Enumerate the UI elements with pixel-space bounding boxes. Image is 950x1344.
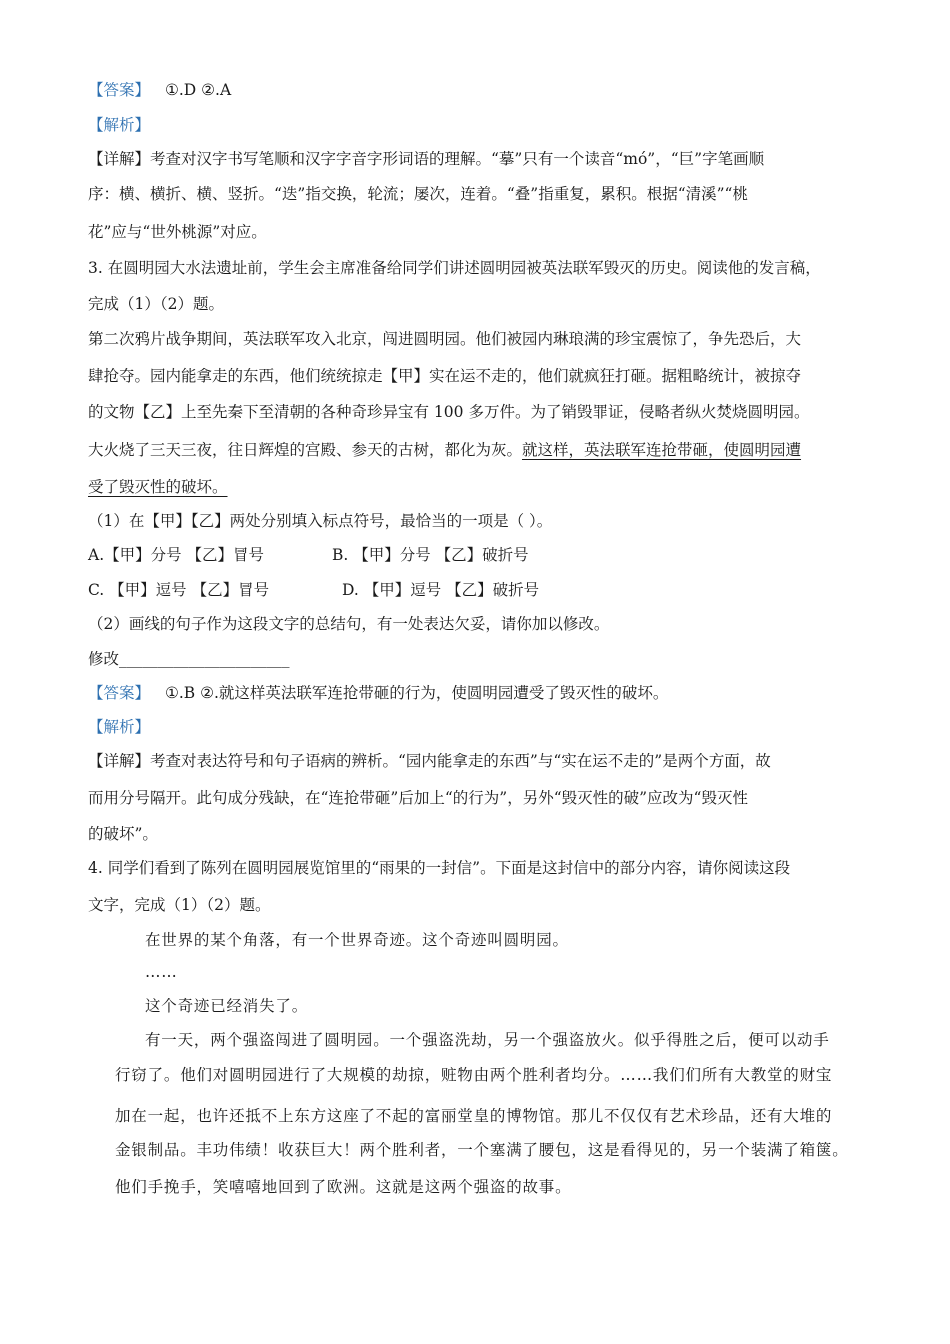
detail-line: 花”应与“世外桃源”对应。 [88,223,267,241]
q3-answer-line [88,683,668,703]
passage-line: 的文物【乙】上至先秦下至清朝的各种奇珍异宝有 100 多万件。为了销毁罪证，侵略者纵火焚烧圆明园。 [88,403,810,421]
letter-line: 行窃了。他们对圆明园进行了大规模的劫掠，赃物由两个胜利者均分。……我们们所有大教堂的财宝 [115,1066,833,1084]
analysis-tag: 【解析】 [88,718,151,736]
passage-line: 肆抢夺。园内能拿走的东西，他们统统掠走【甲】实在运不走的，他们就疯狂打砸。据粗略统计，被掠夺 [88,367,802,385]
answer-blank: ______________________ [119,650,290,668]
passage-text: 大火烧了三天三夜，往日辉煌的宫殿、参天的古树，都化为灰。 [88,441,523,459]
detail-line: 序：横、横折、横、竖折。“迭”指交换，轮流；屡次，连着。“叠”指重复，累积。根据“清溪”“桃 [88,185,748,203]
letter-line: 这个奇迹已经消失了。 [145,997,309,1015]
option-c: C. 【甲】逗号 【乙】冒号 [88,581,270,599]
sub-question-1: （1）在【甲】【乙】两处分别填入标点符号，最恰当的一项是（ ）。 [88,512,553,530]
passage-line [88,440,801,460]
question-stem: 文字，完成（1）（2）题。 [88,896,271,914]
revise-line [88,649,290,669]
answer-tag: 【答案】 [88,81,151,99]
letter-line: 金银制品。丰功伟绩！收获巨大！两个胜利者，一个塞满了腰包，这是看得见的，另一个装满了箱箧。 [115,1141,849,1159]
question-stem: 3. 在圆明园大水法遗址前，学生会主席准备给同学们讲述圆明园被英法联军毁灭的历史。阅读他的发言稿， [88,259,821,277]
letter-line: 加在一起，也许还抵不上东方这座了不起的富丽堂皇的博物馆。那儿不仅仅有艺术珍品，还有大堆的 [115,1107,833,1125]
answer-tag: 【答案】 [88,684,151,702]
analysis-tag: 【解析】 [88,116,151,134]
sub-question-2: （2）画线的句子作为这段文字的总结句，有一处表达欠妥，请你加以修改。 [88,615,610,633]
option-d: D. 【甲】逗号 【乙】破折号 [342,581,540,599]
q2-answer-line [88,80,231,100]
detail-line: 而用分号隔开。此句成分残缺，在“连抢带砸”后加上“的行为”，另外“毁灭性的破”应改为“毁灭性 [88,789,748,807]
detail-line: 【详解】考查对表达符号和句子语病的辨析。“园内能拿走的东西”与“实在运不走的”是两个方面，故 [88,752,771,770]
answer-text: ①.D ②.A [164,81,232,99]
letter-line: 他们手挽手，笑嘻嘻地回到了欧洲。这就是这两个强盗的故事。 [115,1178,572,1196]
passage-line [88,477,228,497]
option-b: B. 【甲】分号 【乙】破折号 [332,546,529,564]
revise-label: 修改 [88,650,120,668]
passage-line: 第二次鸦片战争期间，英法联军攻入北京，闯进圆明园。他们被园内琳琅满的珍宝震惊了，争先恐后，大 [88,330,802,348]
question-stem: 4. 同学们看到了陈列在圆明园展览馆里的“雨果的一封信”。下面是这封信中的部分内容，请你阅读这段 [88,859,791,877]
underlined-sentence: 受了毁灭性的破坏。 [88,478,228,496]
letter-line: 有一天，两个强盗闯进了圆明园。一个强盗洗劫，另一个强盗放火。似乎得胜之后，便可以动手 [145,1031,830,1049]
question-stem: 完成（1）（2）题。 [88,295,224,313]
detail-line: 的破坏”。 [88,825,158,843]
answer-text: ①.B ②.就这样英法联军连抢带砸的行为，使圆明园遭受了毁灭性的破坏。 [164,684,669,702]
letter-line: 在世界的某个角落，有一个世界奇迹。这个奇迹叫圆明园。 [145,931,569,949]
option-a: A.【甲】分号 【乙】冒号 [88,546,265,564]
detail-line: 【详解】考查对汉字书写笔顺和汉字字音字形词语的理解。“摹”只有一个读音“mó”，“巨”字笔画顺 [88,150,765,168]
underlined-sentence: 就这样，英法联军连抢带砸，使圆明园遭 [522,441,802,459]
letter-line: …… [145,963,178,981]
